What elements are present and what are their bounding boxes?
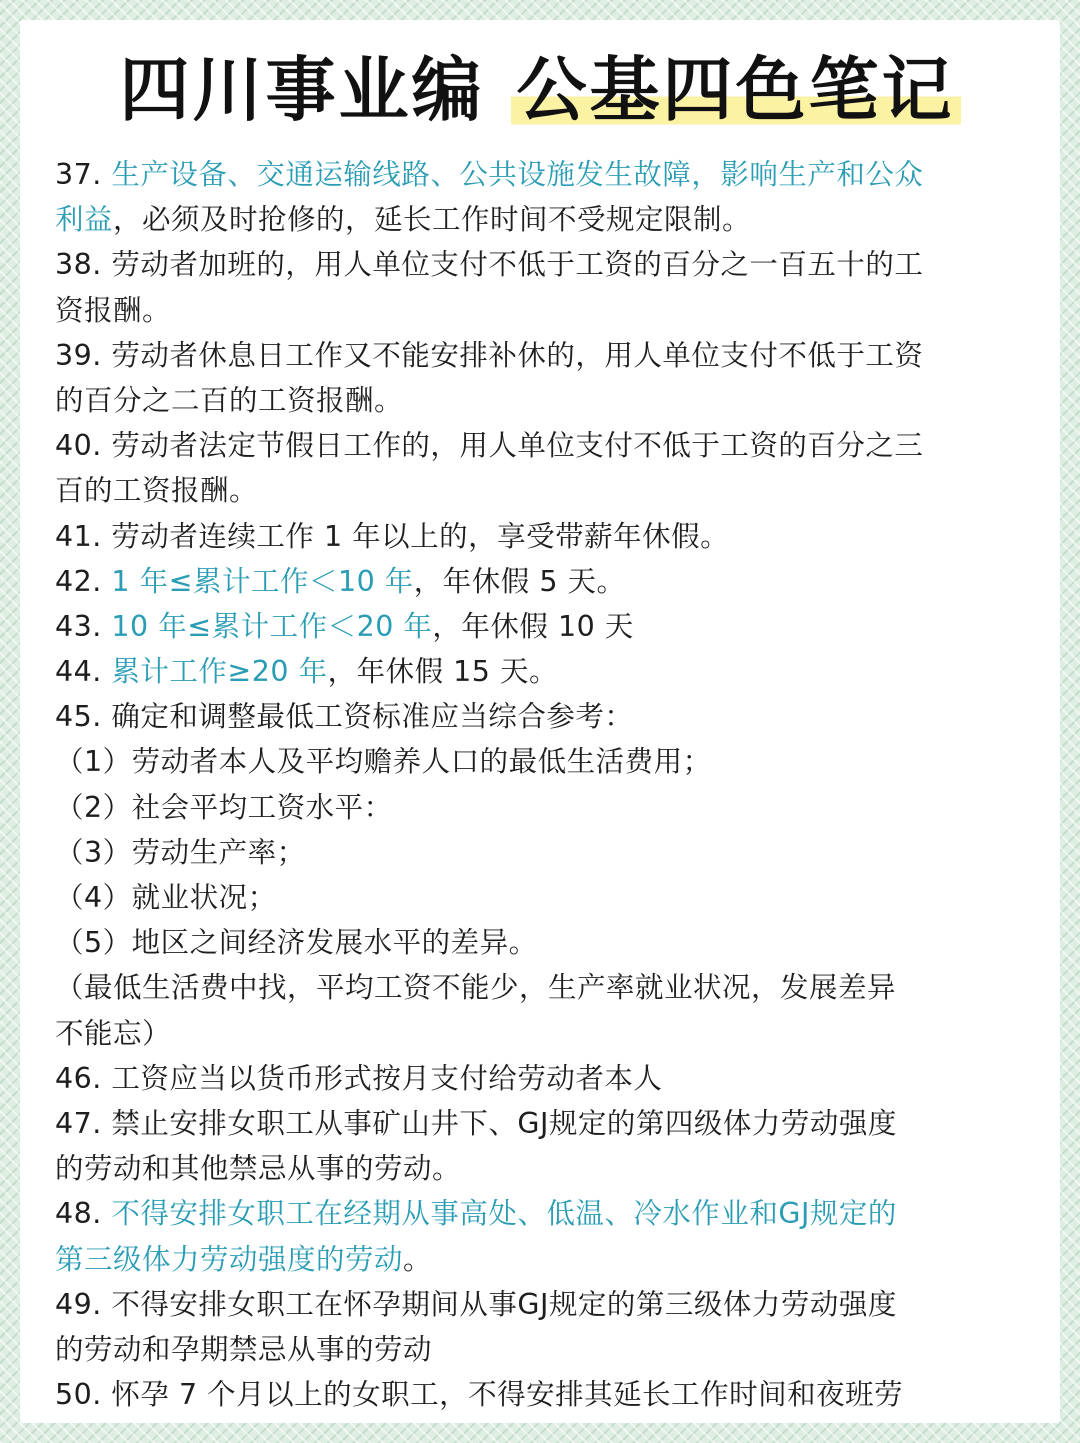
line-segment: 49. 不得安排女职工在怀孕期间从事GJ规定的第三级体力劳动强度 [55, 1287, 897, 1321]
line-segment: 37. [55, 158, 112, 191]
line-segment: 44. [55, 655, 112, 689]
note-line [55, 965, 1030, 1010]
line-segment-highlight: 累计工作≥20 年 [111, 655, 328, 689]
note-line [55, 1191, 1030, 1236]
note-card [20, 20, 1060, 1423]
line-segment: 不能忘） [55, 1016, 172, 1050]
line-segment: 46. 工资应当以货币形式按月支付给劳动者本人 [55, 1061, 663, 1095]
note-line [55, 1327, 1030, 1372]
line-segment: 的劳动和孕期禁忌从事的劳动 [55, 1332, 433, 1366]
page-title [20, 48, 1060, 132]
note-line [55, 1146, 1030, 1191]
notes-body [55, 152, 1030, 1417]
note-line [55, 468, 1030, 513]
line-segment: 50. 怀孕 7 个月以上的女职工，不得安排其延长工作时间和夜班劳 [55, 1378, 904, 1412]
line-segment: 48. [55, 1197, 112, 1231]
line-segment: （1）劳动者本人及平均赡养人口的最低生活费用； [55, 745, 712, 779]
line-segment: ，年休假 5 天。 [413, 564, 626, 598]
line-segment: 资报酬。 [55, 293, 172, 327]
line-segment: （4）就业状况； [55, 881, 277, 914]
line-segment: （5）地区之间经济发展水平的差异。 [55, 926, 538, 960]
line-segment: ，必须及时抢修的，延长工作时间不受规定限制。 [113, 203, 752, 237]
note-line [55, 1282, 1030, 1327]
line-segment-highlight: 第三级体力劳动强度的劳动 [55, 1242, 404, 1276]
line-segment: 47. 禁止安排女职工从事矿山井下、GJ规定的第四级体力劳动强度 [55, 1106, 897, 1140]
note-line [55, 694, 1030, 739]
note-line [55, 1372, 1030, 1417]
line-segment: 43. [55, 609, 112, 643]
note-line [55, 514, 1030, 559]
note-line [55, 1056, 1030, 1101]
note-line [55, 559, 1030, 604]
line-segment: ，年休假 15 天。 [327, 655, 558, 689]
note-line [55, 920, 1030, 965]
note-line [55, 1101, 1030, 1146]
line-segment: 38. 劳动者加班的，用人单位支付不低于工资的百分之一百五十的工 [55, 248, 924, 282]
note-line [55, 333, 1030, 378]
line-segment: （2）社会平均工资水平： [55, 790, 393, 824]
note-line [55, 378, 1030, 423]
line-segment: 39. 劳动者休息日工作又不能安排补休的，用人单位支付不低于工资 [55, 338, 924, 372]
note-line [55, 152, 1030, 197]
note-line [55, 197, 1030, 242]
line-segment: 41. 劳动者连续工作 1 年以上的，享受带薪年休假。 [55, 519, 730, 553]
line-segment-highlight: 不得安排女职工在经期从事高处、低温、冷水作业和GJ规定的 [111, 1197, 897, 1231]
line-segment-highlight: 1 年≤累计工作＜10 年 [111, 564, 414, 598]
line-segment: 42. [55, 564, 112, 598]
line-segment: 的劳动和其他禁忌从事的劳动。 [55, 1152, 462, 1186]
title-part2-highlighted: 公基四色笔记 [511, 49, 961, 131]
line-segment: （3）劳动生产率； [55, 835, 306, 869]
line-segment-highlight: 10 年≤累计工作＜20 年 [111, 609, 433, 643]
note-line [55, 830, 1030, 875]
line-segment: （最低生活费中找，平均工资不能少，生产率就业状况，发展差异 [55, 971, 897, 1005]
note-line [55, 875, 1030, 920]
note-line [55, 649, 1030, 694]
note-line [55, 288, 1030, 333]
line-segment: 45. 确定和调整最低工资标准应当综合参考： [55, 700, 634, 734]
line-segment: 的百分之二百的工资报酬。 [55, 383, 404, 417]
line-segment-highlight: 利益 [55, 203, 114, 237]
note-line [55, 1011, 1030, 1056]
title-part1: 四川事业编 [119, 49, 485, 131]
note-line [55, 785, 1030, 830]
note-line [55, 423, 1030, 468]
line-segment: 百的工资报酬。 [55, 474, 259, 508]
note-line [55, 242, 1030, 287]
note-line [55, 739, 1030, 784]
line-segment: ，年休假 10 天 [432, 609, 634, 643]
line-segment: 40. 劳动者法定节假日工作的，用人单位支付不低于工资的百分之三 [55, 429, 924, 463]
line-segment-highlight: 生产设备、交通运输线路、公共设施发生故障，影响生产和公众 [111, 158, 924, 191]
note-line [55, 1237, 1030, 1282]
line-segment: 。 [403, 1242, 433, 1276]
note-line [55, 604, 1030, 649]
